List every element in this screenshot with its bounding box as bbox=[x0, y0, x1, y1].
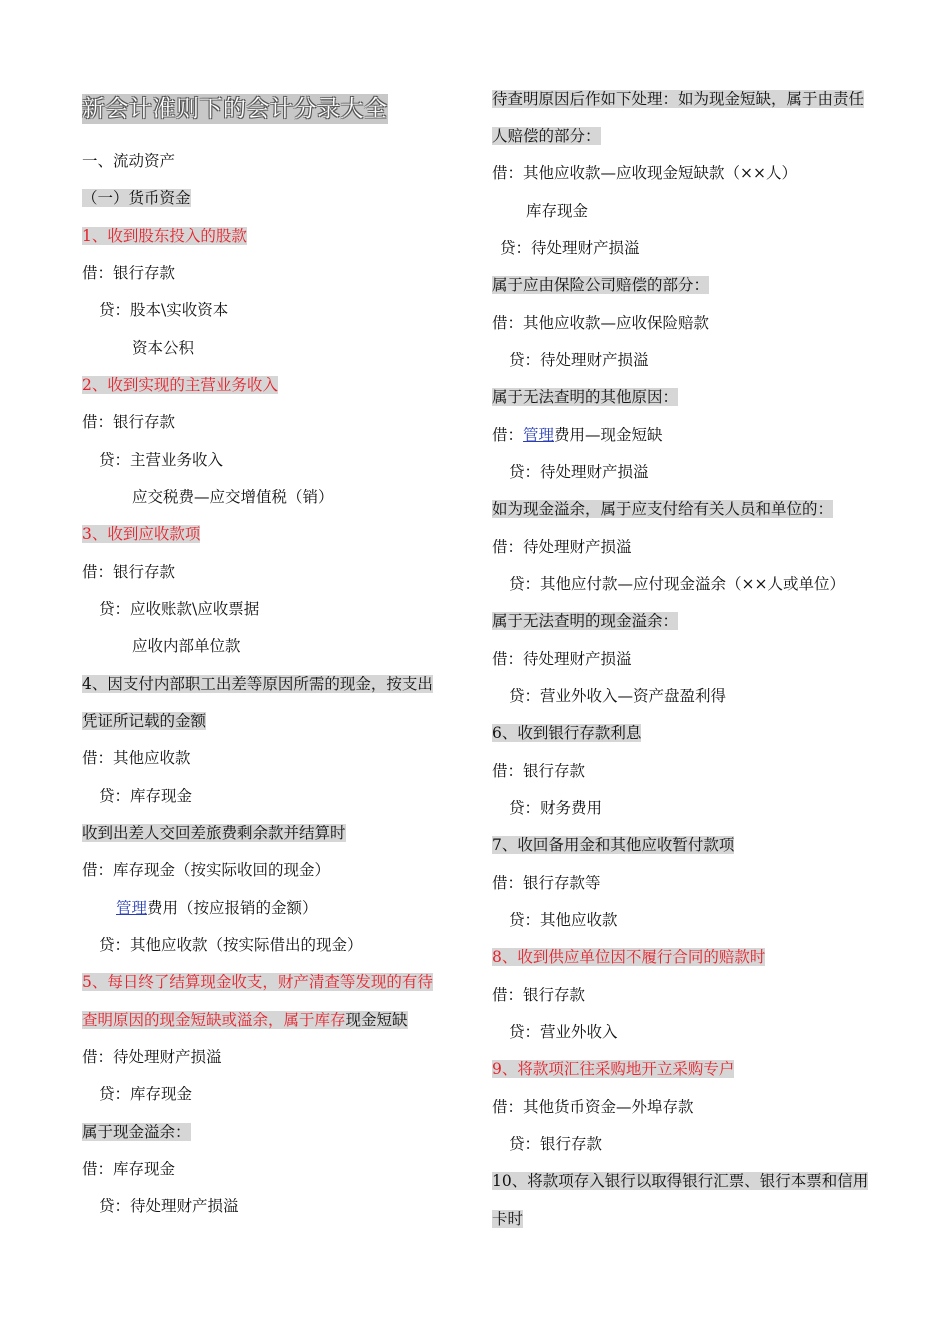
credit-line: 贷：其他应付款—应付现金溢余（××人或单位） bbox=[509, 575, 845, 593]
credit-line: 贷：库存现金 bbox=[99, 787, 193, 805]
credit-line: 贷：应收账款\应收票据 bbox=[99, 600, 260, 618]
management-link[interactable]: 管理 bbox=[523, 426, 555, 444]
debit-line: 借：库存现金（按实际收回的现金） bbox=[82, 861, 331, 879]
debit-line: 借：银行存款 bbox=[492, 986, 586, 1004]
entry-heading: 2、收到实现的主营业务收入 bbox=[82, 376, 278, 394]
credit-line: 贷：待处理财产损溢 bbox=[509, 463, 649, 481]
credit-line: 贷：营业外收入 bbox=[509, 1023, 618, 1041]
credit-line: 贷：库存现金 bbox=[99, 1085, 193, 1103]
entry-heading: 属于现金溢余： bbox=[82, 1123, 191, 1141]
section-heading: 一、流动资产 bbox=[82, 152, 176, 170]
credit-line: 应收内部单位款 bbox=[132, 637, 241, 655]
entry-heading: 3、收到应收款项 bbox=[82, 525, 201, 543]
credit-line: 贷：股本\实收资本 bbox=[99, 301, 229, 319]
credit-line: 贷：银行存款 bbox=[509, 1135, 603, 1153]
credit-line: 贷：财务费用 bbox=[509, 799, 603, 817]
entry-heading: 5、每日终了结算现金收支，财产清查等发现的有待 bbox=[82, 973, 433, 991]
entry-heading: 属于无法查明的其他原因： bbox=[492, 388, 679, 406]
entry-heading: 属于应由保险公司赔偿的部分： bbox=[492, 276, 710, 294]
debit-line: 库存现金 bbox=[526, 202, 589, 220]
entry-heading: 如为现金溢余，属于应支付给有关人员和单位的： bbox=[492, 500, 834, 518]
debit-line: 借：银行存款 bbox=[82, 413, 176, 431]
debit-line: 借：其他应收款—应收保险赔款 bbox=[492, 314, 710, 332]
debit-line: 借：银行存款 bbox=[82, 563, 176, 581]
credit-line: 贷：营业外收入—资产盘盈利得 bbox=[509, 687, 727, 705]
debit-line: 借：其他货币资金—外埠存款 bbox=[492, 1098, 694, 1116]
credit-line: 贷：其他应收款（按实际借出的现金） bbox=[99, 936, 363, 954]
debit-line: 借：管理费用—现金短缺 bbox=[492, 426, 663, 444]
debit-line: 借：待处理财产损溢 bbox=[492, 538, 632, 556]
entry-heading: 收到出差人交回差旅费剩余款并结算时 bbox=[82, 824, 346, 842]
subsection-heading: （一）货币资金 bbox=[82, 189, 191, 207]
entry-heading: 8、收到供应单位因不履行合同的赔款时 bbox=[492, 948, 766, 966]
entry-heading: 查明原因的现金短缺或溢余，属于库存现金短缺 bbox=[82, 1011, 408, 1029]
entry-heading: 卡时 bbox=[492, 1210, 524, 1228]
credit-line: 应交税费—应交增值税（销） bbox=[132, 488, 334, 506]
debit-line: 管理费用（按应报销的金额） bbox=[116, 899, 318, 917]
entry-heading: 1、收到股东投入的股款 bbox=[82, 227, 247, 245]
debit-line: 借：库存现金 bbox=[82, 1160, 176, 1178]
credit-line: 贷：其他应收款 bbox=[509, 911, 618, 929]
debit-line: 借：待处理财产损溢 bbox=[492, 650, 632, 668]
entry-heading: 属于无法查明的现金溢余： bbox=[492, 612, 679, 630]
debit-line: 借：其他应收款 bbox=[82, 749, 191, 767]
entry-heading: 7、收回备用金和其他应收暂付款项 bbox=[492, 836, 735, 854]
entry-heading: 待查明原因后作如下处理：如为现金短缺，属于由责任 bbox=[492, 90, 865, 108]
debit-line: 借：银行存款 bbox=[82, 264, 176, 282]
entry-heading: 人赔偿的部分： bbox=[492, 127, 601, 145]
debit-line: 借：待处理财产损溢 bbox=[82, 1048, 222, 1066]
document-title: 新会计准则下的会计分录大全 bbox=[82, 96, 388, 122]
credit-line: 贷：待处理财产损溢 bbox=[99, 1197, 239, 1215]
entry-heading: 6、收到银行存款利息 bbox=[492, 724, 642, 742]
management-link[interactable]: 管理 bbox=[116, 899, 148, 917]
credit-line: 贷：主营业务收入 bbox=[99, 451, 224, 469]
entry-heading: 凭证所记载的金额 bbox=[82, 712, 207, 730]
credit-line: 贷：待处理财产损溢 bbox=[509, 351, 649, 369]
credit-line: 资本公积 bbox=[132, 339, 195, 357]
credit-line: 贷：待处理财产损溢 bbox=[500, 239, 640, 257]
entry-heading: 10、将款项存入银行以取得银行汇票、银行本票和信用 bbox=[492, 1172, 869, 1190]
debit-line: 借：其他应收款—应收现金短缺款（××人） bbox=[492, 164, 797, 182]
entry-heading: 4、因支付内部职工出差等原因所需的现金，按支出 bbox=[82, 675, 433, 693]
debit-line: 借：银行存款 bbox=[492, 762, 586, 780]
entry-heading: 9、将款项汇往采购地开立采购专户 bbox=[492, 1060, 735, 1078]
debit-line: 借：银行存款等 bbox=[492, 874, 601, 892]
